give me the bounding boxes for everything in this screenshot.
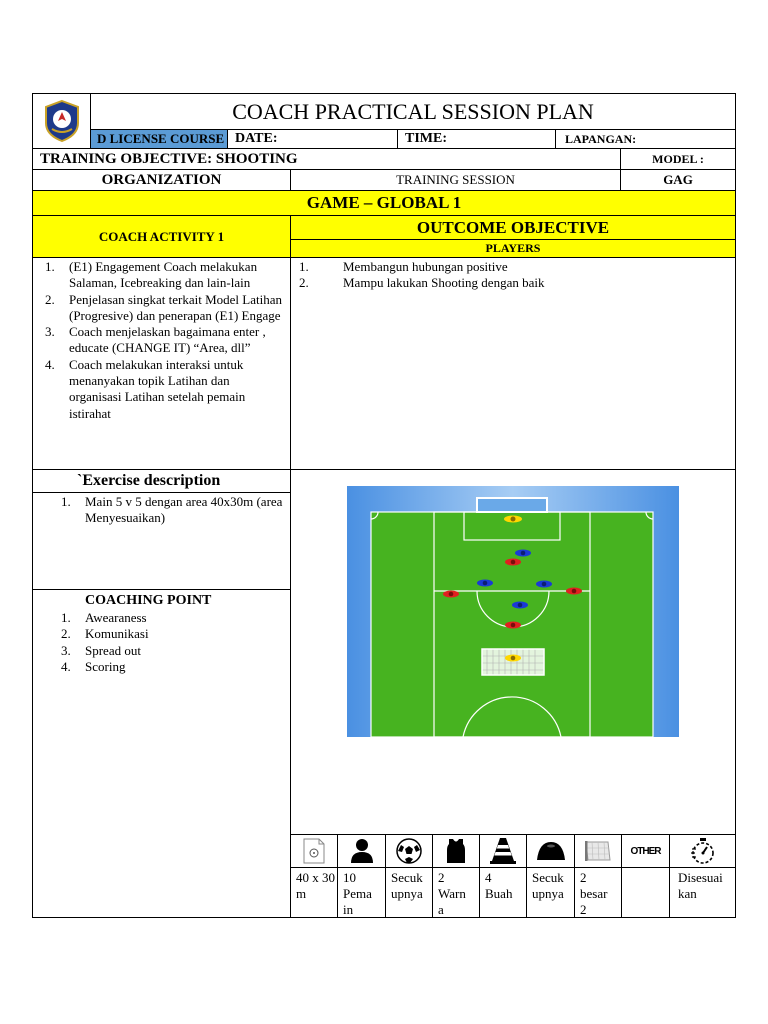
list-item: 3. Coach menjelaskan bagaimana enter , educate (CHANGE IT) “Area, dll”: [45, 324, 266, 356]
federation-logo-icon: [42, 99, 82, 143]
exercise-list: [61, 494, 284, 527]
list-item: 2. Komunikasi: [61, 626, 149, 642]
model-value: GAG: [663, 172, 693, 187]
equipment-icon-ball: [385, 834, 433, 868]
stopwatch-icon: [690, 837, 716, 865]
list-item: 2. Penjelasan singkat terkait Model Latihan (Progresive) dan penerapan (E1) Engage: [45, 291, 282, 323]
equipment-icon-field: [290, 834, 338, 868]
time-label: TIME:: [405, 131, 447, 146]
equipment-label: 10 Pema in: [343, 870, 372, 917]
time-cell: [397, 129, 556, 149]
football-field-diagram: [347, 486, 679, 737]
coach-activity-list: [45, 259, 284, 422]
outcome-title-cell: [290, 215, 736, 240]
player-icon: [350, 838, 374, 864]
equipment-label: Secuk upnya: [391, 870, 423, 901]
model-cell: [620, 148, 736, 170]
equipment-label-cell: [621, 867, 670, 918]
equipment-label: 4 Buah: [485, 870, 513, 901]
diagram-cell: [290, 469, 736, 835]
equipment-label-cell: [479, 867, 527, 918]
other-icon: OTHER: [630, 845, 661, 857]
equipment-label: 2 Warn a: [438, 870, 466, 917]
field-icon: [301, 837, 327, 865]
list-item: 1. (E1) Engagement Coach melakukan Salaman, Icebreaking dan lain-lain: [45, 259, 258, 291]
course-label: D LICENSE COURSE: [97, 131, 225, 146]
model-value-cell: [620, 169, 736, 191]
exercise-cell: [32, 469, 291, 590]
players-subtitle: PLAYERS: [485, 241, 541, 255]
course-cell: [90, 129, 228, 149]
equipment-label: 40 x 30 m: [296, 870, 335, 901]
marker-icon: [536, 840, 566, 862]
outcome-title: OUTCOME OBJECTIVE: [416, 217, 610, 237]
equipment-label-cell: [669, 867, 736, 918]
ball-icon: [396, 838, 422, 864]
logo-cell: [32, 93, 91, 149]
organization-cell: [32, 169, 291, 191]
list-item: 3. Spread out: [61, 642, 141, 658]
page-title: [90, 93, 736, 130]
organization-label: ORGANIZATION: [101, 171, 222, 188]
equipment-label-cell: [432, 867, 480, 918]
coaching-point-cell: [32, 589, 291, 918]
players-subtitle-cell: [290, 239, 736, 258]
equipment-icon-stopwatch: [669, 834, 736, 868]
equipment-label-cell: [574, 867, 622, 918]
equipment-label: Secuk upnya: [532, 870, 564, 901]
date-cell: [227, 129, 398, 149]
list-item: 2. Mampu lakukan Shooting dengan baik: [299, 275, 545, 291]
equipment-icon-player: [337, 834, 386, 868]
page-title-text: COACH PRACTICAL SESSION PLAN: [232, 98, 594, 124]
equipment-label-cell: [385, 867, 433, 918]
top-goal: [477, 498, 547, 512]
list-item: 1. Membangun hubungan positive: [299, 259, 508, 274]
training-objective: TRAINING OBJECTIVE: SHOOTING: [40, 151, 298, 167]
cone-icon: [489, 837, 517, 865]
coaching-point-title: COACHING POINT: [85, 593, 212, 608]
coach-activity-cell: [32, 257, 291, 470]
training-objective-cell: [32, 148, 621, 170]
equipment-icon-other: [621, 834, 670, 868]
coach-activity-title: COACH ACTIVITY 1: [98, 228, 225, 244]
training-session-cell: [290, 169, 621, 191]
list-item: 4. Coach melakukan interaksi untuk menanyakan topik Latihan dan organisasi Latihan setelah pemain istirahat: [45, 356, 246, 421]
equipment-icon-marker: [526, 834, 575, 868]
date-label: DATE:: [235, 131, 278, 146]
goal-icon: [584, 839, 612, 863]
training-session-label: TRAINING SESSION: [396, 172, 515, 187]
bib-icon: [445, 838, 467, 864]
equipment-label-cell: [526, 867, 575, 918]
equipment-icon-cone: [479, 834, 527, 868]
equipment-label-cell: [290, 867, 338, 918]
equipment-icon-bib: [432, 834, 480, 868]
coaching-point-list: [61, 610, 284, 675]
equipment-label-cell: [337, 867, 386, 918]
list-item: 4. Scoring: [61, 658, 126, 674]
exercise-title: `Exercise description: [77, 472, 221, 489]
equipment-label: Disesuai kan: [678, 870, 723, 901]
list-item: 1. Awearaness: [61, 610, 147, 625]
list-item: 1. Main 5 v 5 dengan area 40x30m (area Menyesuaikan): [61, 494, 283, 526]
outcome-list: [299, 259, 729, 292]
equipment-icon-goal: [574, 834, 622, 868]
bottom-goal: [482, 649, 544, 675]
model-label: MODEL :: [652, 151, 704, 166]
outcome-cell: [290, 257, 736, 470]
coach-activity-title-cell: [32, 215, 291, 258]
game-title-cell: [32, 190, 736, 216]
field-cell: [555, 129, 736, 149]
equipment-label: 2 besar 2: [580, 870, 608, 917]
game-title: GAME – GLOBAL 1: [306, 193, 462, 212]
field-label: LAPANGAN:: [565, 132, 637, 146]
